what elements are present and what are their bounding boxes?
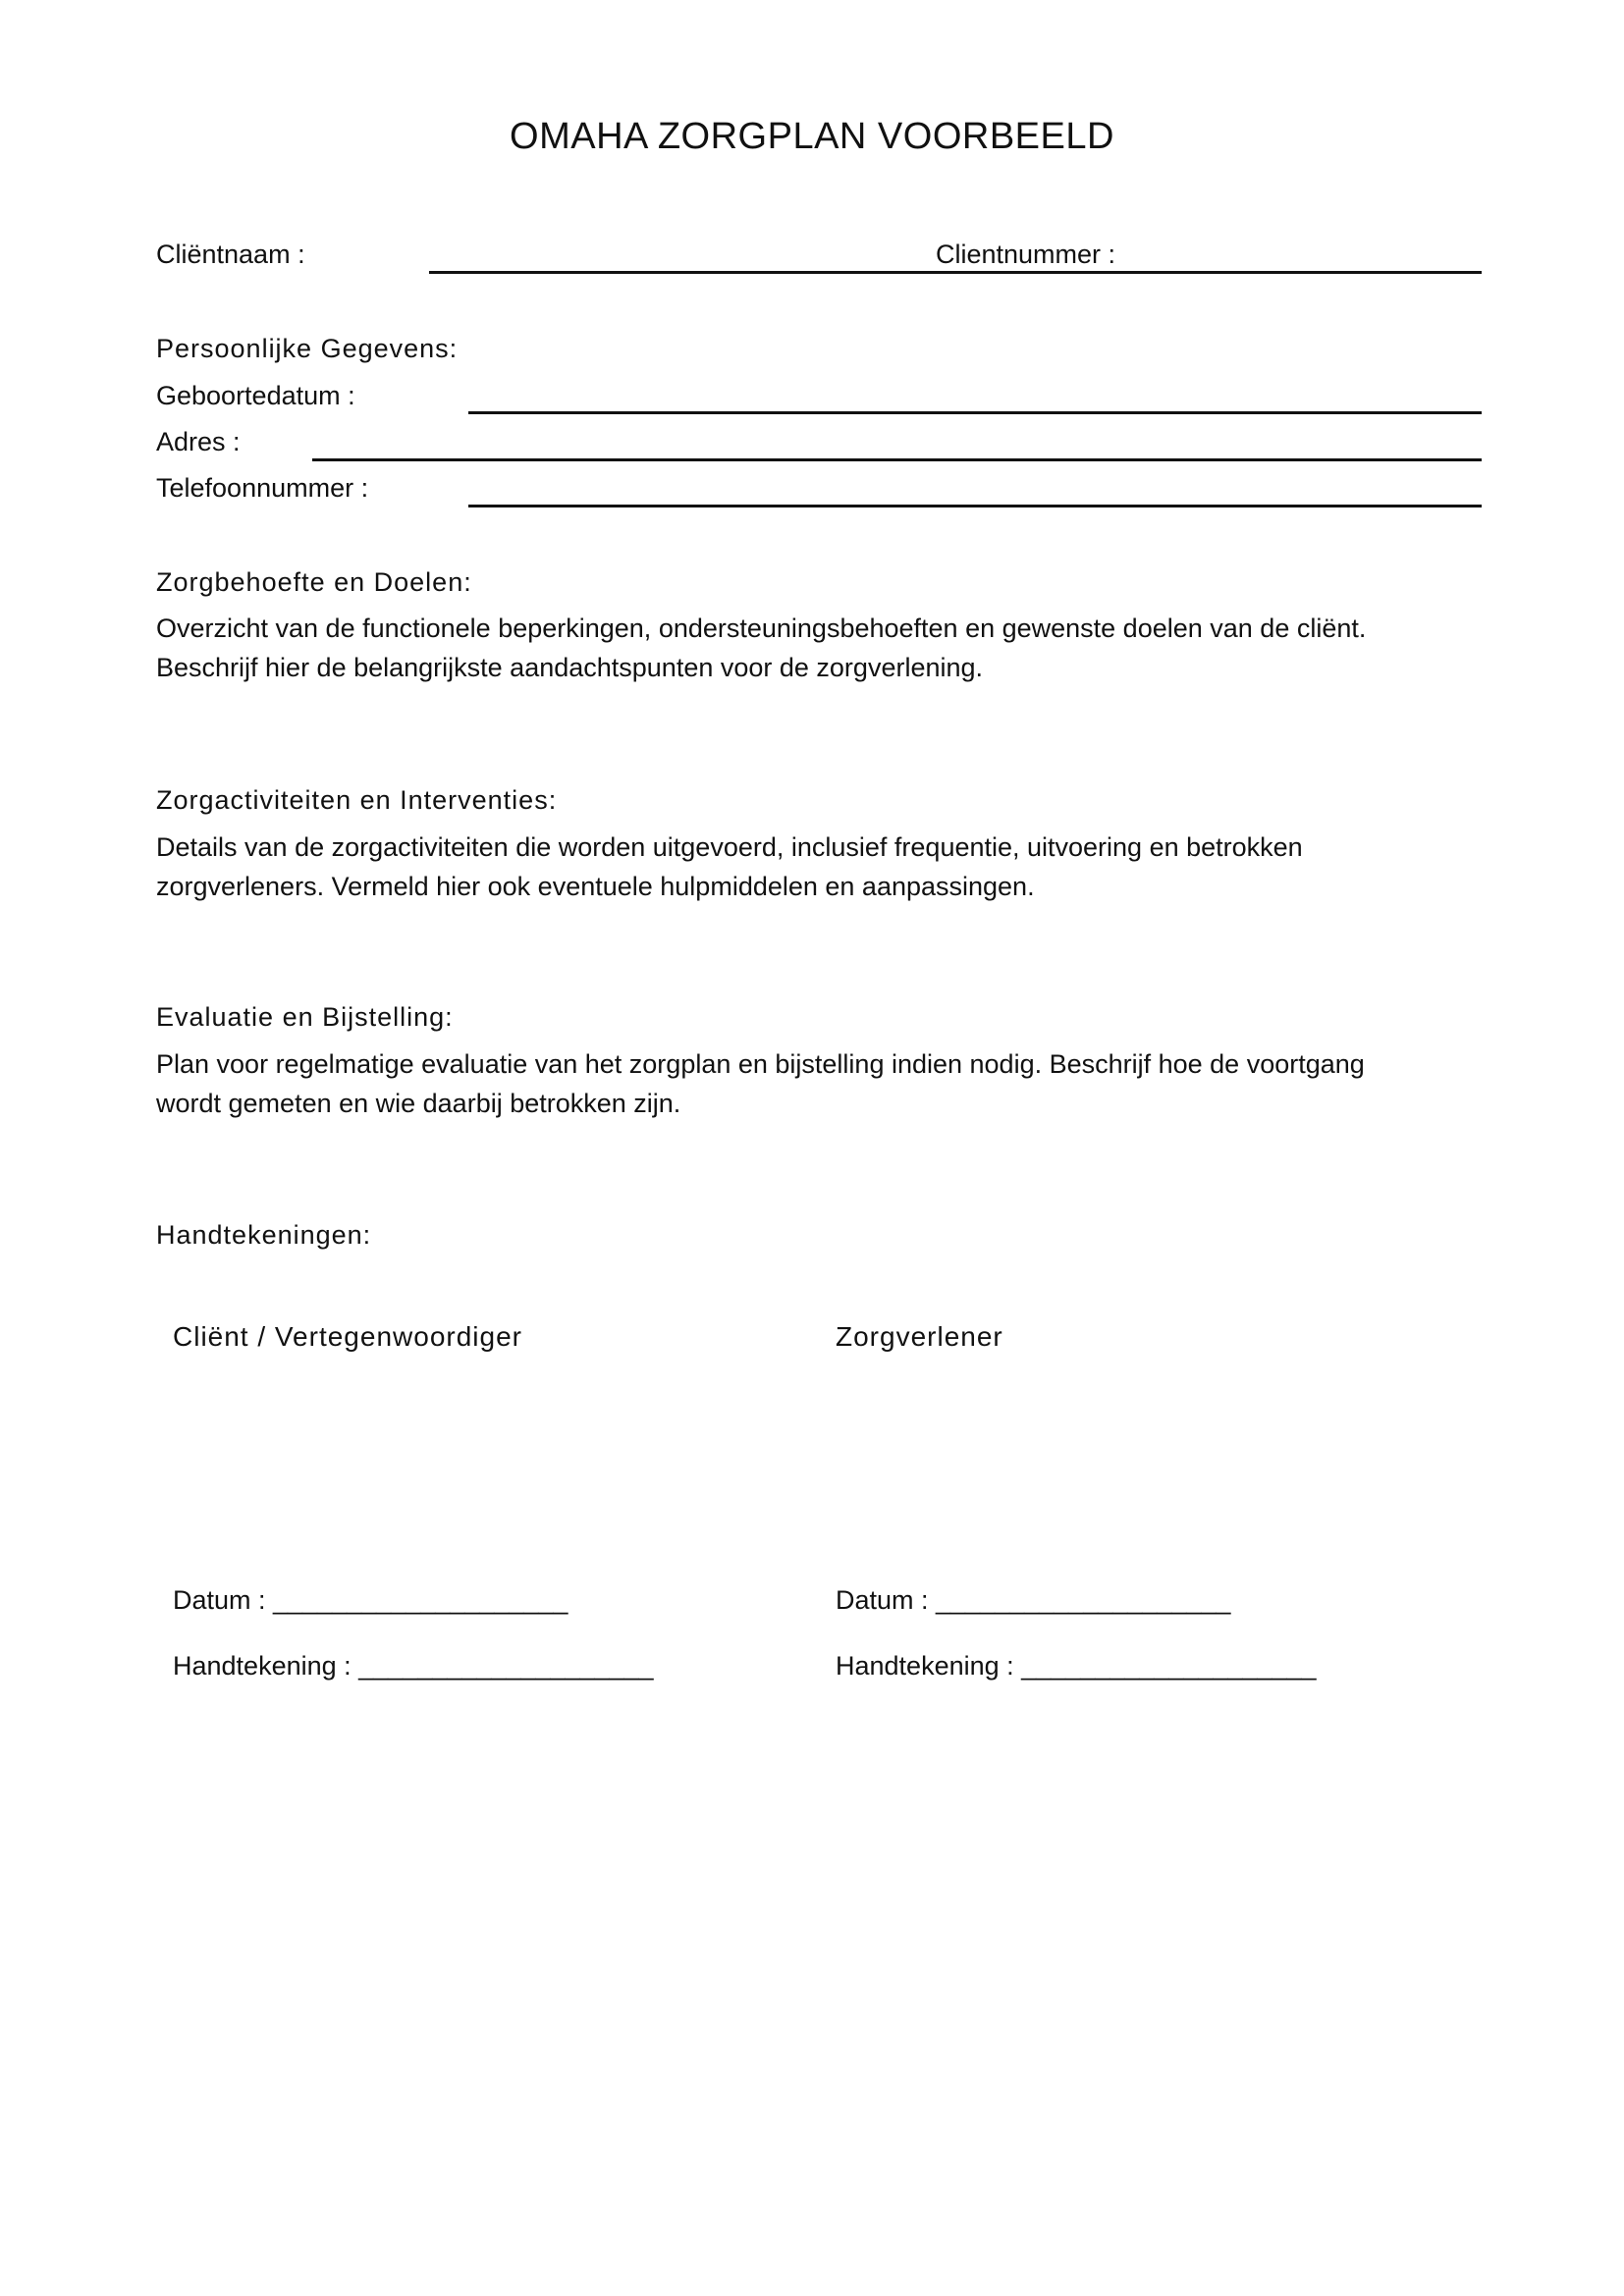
- care-provider-signature-field[interactable]: Handtekening : ____________________: [836, 1651, 1317, 1681]
- evaluation-line: wordt gemeten en wie daarbij betrokken zijn.: [156, 1089, 681, 1118]
- client-signature-field[interactable]: Handtekening : ____________________: [173, 1651, 654, 1681]
- care-activities-line: zorgverleners. Vermeld hier ook eventuele hulpmiddelen en aanpassingen.: [156, 872, 1035, 901]
- page-title: OMAHA ZORGPLAN VOORBEELD: [510, 116, 1114, 157]
- client-date-field[interactable]: Datum : ____________________: [173, 1585, 568, 1615]
- care-needs-heading: Zorgbehoefte en Doelen:: [156, 567, 472, 597]
- signatures-heading: Handtekeningen:: [156, 1220, 372, 1250]
- care-activities-heading: Zorgactiviteiten en Interventies:: [156, 785, 558, 815]
- client-number-label: Clientnummer :: [936, 240, 1116, 269]
- care-provider-date-field[interactable]: Datum : ____________________: [836, 1585, 1231, 1615]
- client-signature-title: Cliënt / Vertegenwoordiger: [173, 1321, 522, 1352]
- care-needs-line: Beschrijf hier de belangrijkste aandachtspunten voor de zorgverlening.: [156, 653, 984, 682]
- care-needs-line: Overzicht van de functionele beperkingen, ondersteuningsbehoeften en gewenste doelen van de cliënt.: [156, 614, 1367, 643]
- phone-field[interactable]: [468, 505, 1482, 507]
- evaluation-heading: Evaluatie en Bijstelling:: [156, 1002, 454, 1032]
- address-field[interactable]: [312, 458, 1482, 461]
- evaluation-text: [156, 1044, 1511, 1123]
- care-provider-signature-title: Zorgverlener: [836, 1321, 1003, 1352]
- evaluation-line: Plan voor regelmatige evaluatie van het zorgplan en bijstelling indien nodig. Beschrijf hoe de voortgang: [156, 1049, 1365, 1079]
- care-needs-text: [156, 609, 1511, 687]
- address-label: Adres :: [156, 427, 241, 456]
- personal-data-heading: Persoonlijke Gegevens:: [156, 334, 459, 363]
- care-activities-line: Details van de zorgactiviteiten die worden uitgevoerd, inclusief frequentie, uitvoering en betrokken: [156, 832, 1303, 862]
- phone-label: Telefoonnummer :: [156, 473, 369, 503]
- care-activities-text: [156, 828, 1511, 906]
- client-name-label: Cliëntnaam :: [156, 240, 305, 269]
- birthdate-label: Geboortedatum :: [156, 381, 355, 410]
- client-name-field[interactable]: [429, 271, 1482, 274]
- birthdate-field[interactable]: [468, 411, 1482, 414]
